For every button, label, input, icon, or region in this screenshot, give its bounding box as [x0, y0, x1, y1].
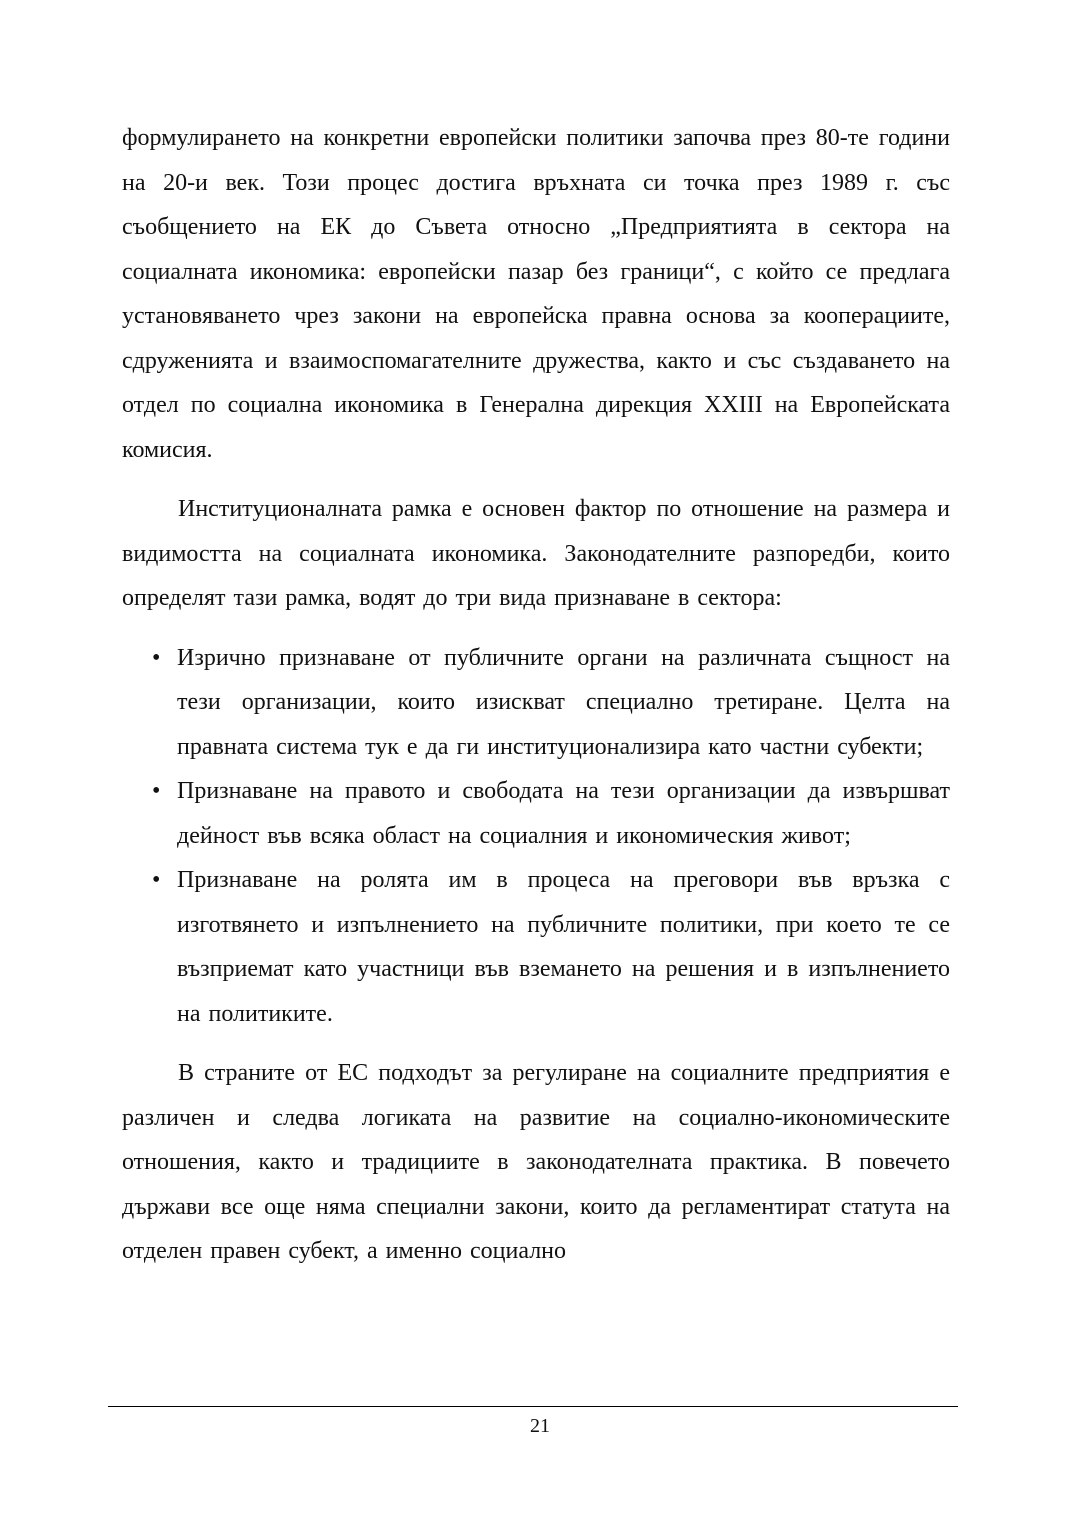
- paragraph-3: В страните от ЕС подходът за регулиране на социалните предприятия е различен и следва логиката на развитие на социално-икономическите отношения, както и традициите в законодателната практика. В повечето държави все още няма специални закони, които да регламентират статута на отделен правен субект, а именно социално: [122, 1060, 950, 1264]
- page-number: 21: [530, 1415, 550, 1437]
- bullet-item: [122, 636, 950, 770]
- bullet-text: Изрично признаване от публичните органи на различната същност на тези организации, които изискват специално третиране. Целта на правната система тук е да ги институционализира като частни субекти;: [177, 644, 950, 760]
- paragraph-2: Институционалната рамка е основен фактор по отношение на размера и видимостта на социалната икономика. Законодателните разпоредби, които определят тази рамка, водят до три вида признаване в сектора:: [122, 496, 950, 611]
- paragraph-1: формулирането на конкретни европейски политики започва през 80-те години на 20-и век. Този процес достига връхната си точка през 1989 г. със съобщението на ЕК до Съвета относно „Предприятията в сектора на социалната икономика: европейски пазар без граници“, с който се предлага установяването чрез закони на европейска правна основа за кооперациите, сдруженията и взаимоспомагателните дружества, както и със създаването на отдел по социална икономика в Генерална дирекция XXIII на Европейската комисия.: [122, 125, 950, 463]
- page-body: [122, 116, 950, 1289]
- bullet-text: Признаване на правото и свободата на тези организации да извършват дейност във всяка област на социалния и икономическия живот;: [177, 778, 950, 849]
- bullet-icon: •: [152, 867, 161, 893]
- bullet-item: [122, 769, 950, 858]
- bullet-icon: •: [152, 644, 161, 671]
- footer-divider: [108, 1406, 958, 1407]
- bullet-icon: •: [152, 778, 161, 804]
- bullet-text: Признаване на ролята им в процеса на преговори във връзка с изготвянето и изпълнението на публичните политики, при което те се възприемат като участници във вземането на решения и в изпълнението на политиките.: [177, 867, 950, 1027]
- bullet-item: [122, 858, 950, 1036]
- bullet-list: [122, 636, 950, 1037]
